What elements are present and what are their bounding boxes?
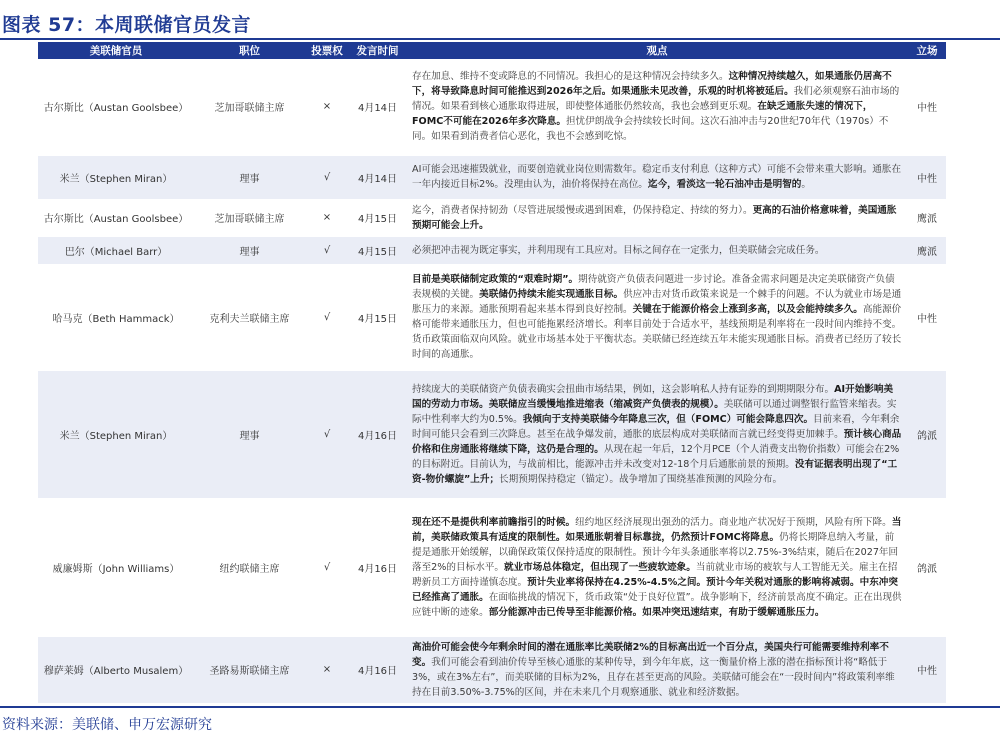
view-highlight: 预计失业率将保持在4.25%-4.5%之间。预计今年关税对通胀的影响将减弱。中东冲突已经推高了通胀。: [412, 576, 898, 603]
view-highlight: 就业市场总体稳定，但出现了一些疲软迹象。: [503, 561, 696, 573]
table-row: [38, 498, 946, 636]
title-bar: [0, 0, 1000, 40]
view-highlight: 关键在于能源价格会上涨到多高，以及会能持续多久。: [632, 304, 863, 315]
date-cell: 4月16日: [349, 498, 406, 636]
view-highlight: 当前，美联储政策具有适度的限制性。如果通胀朝着目标靠拢，仍然预计FOMC将降息。: [412, 516, 902, 543]
date-cell: 4月15日: [349, 264, 406, 370]
header-stance: 立场: [908, 42, 946, 59]
role-cell: 理事: [194, 370, 305, 498]
view-text: 当前就业市场的疲软与人工智能无关。雇主在招聘新员工方面持谨慎态度。: [412, 561, 898, 588]
date-cell: 4月15日: [349, 236, 406, 264]
table-header-row: [38, 42, 946, 59]
role-cell: 圣路易斯联储主席: [194, 636, 305, 703]
view-highlight: 这种情况持续越久，如果通胀仍居高不下，将导致降息时间可能推迟到2026年之后。如果通胀未见改善，乐观的时机将被延后。: [412, 71, 892, 98]
view-text: 美联储可以通过调整银行监管来缩表。实际中性利率大约为0.5%。: [412, 398, 897, 425]
view-text: 我们必须观察石油市场的情况。如果看到核心通胀取得进展，即使整体通胀仍然较高，我也会感到更乐观。: [412, 86, 900, 113]
view-text: 持续庞大的美联储资产负债表确实会扭曲市场结果，例如，这会影响私人持有证券的到期期限分布。: [412, 383, 835, 395]
vote-cell: √: [305, 155, 349, 199]
vote-cell: ×: [305, 199, 349, 236]
view-highlight: 美联储仍持续未能实现通胀目标。: [479, 289, 624, 300]
view-highlight: 没有证据表明出现了“工资-物价螺旋”上升；: [412, 458, 898, 485]
footer-divider: [0, 706, 1000, 708]
view-text: 目前来看，今年剩余时间可能只会看到三次降息。甚至在战争爆发前，通胀的底层构成对美联储而言就已经变得更加棘手。: [412, 413, 900, 440]
view-cell: [406, 155, 908, 199]
view-cell: [406, 498, 908, 636]
official-cell: 古尔斯比（Austan Goolsbee）: [38, 59, 194, 155]
official-cell: 威廉姆斯（John Williams）: [38, 498, 194, 636]
stance-cell: 中性: [908, 155, 946, 199]
header-view: 观点: [406, 42, 908, 59]
view-text: 仍将长期降息纳入考量，前提是通胀开始缓解，以确保政策仅保持适度的限制性。预计今年头条通胀率将以2.75%-3%结束，随后在2027年回落至2%的目标水平。: [412, 531, 899, 573]
view-text: 高能源价格可能带来通胀压力，但也可能拖累经济增长。利率目前处于合适水平，基线预期是利率将在一段时间内维持不变。货币政策面临双向风险。就业市场基本处于平衡状态。美联储已经连续五年未能实现通胀目标。消费者已经历了较长时间的高通胀。: [412, 304, 902, 360]
view-text: 。: [801, 179, 811, 190]
date-cell: 4月16日: [349, 370, 406, 498]
source-note: 资料来源：美联储、申万宏源研究: [2, 717, 212, 733]
date-cell: 4月16日: [349, 636, 406, 703]
view-text: 在面临挑战的情况下，货币政策“处于良好位置”。战争影响下，经济前景高度不确定。正在出现供应链中断的迹象。: [412, 591, 902, 618]
view-highlight: 目前是美联储制定政策的“艰难时期”。: [412, 274, 579, 285]
official-cell: 穆萨莱姆（Alberto Musalem）: [38, 636, 194, 703]
view-cell: [406, 199, 908, 236]
date-cell: 4月14日: [349, 59, 406, 155]
table-row: [38, 636, 946, 703]
header-date: 发言时间: [349, 42, 406, 59]
view-text: 担忧伊朗战争会持续较长时间。这次石油冲击与20世纪70年代（1970s）不同。如果看到消费者信心恶化，我也不会感到吃惊。: [412, 116, 889, 143]
view-text: AI可能会迅速摧毁就业，而要创造就业岗位则需数年。稳定币支付利息（这种方式）可能不会带来重大影响。通胀在一年内接近目标2%。没理由认为，油价将保持在高位。: [412, 164, 902, 190]
view-text: 纽约地区经济展现出强劲的活力。商业地产状况好于预期，风险有所下降。: [575, 516, 892, 528]
view-text: 从现在起一年后，12个月PCE（个人消费支出物价指数）可能会在2%的目标附近。目前认为，与战前相比，能源冲击并未改变对12-18个月后通胀前景的预期。: [412, 443, 900, 470]
header-role: 职位: [194, 42, 305, 59]
role-cell: 理事: [194, 236, 305, 264]
view-highlight: AI开始影响美国的劳动力市场。美联储应当缓慢地推进缩表（缩减资产负债表的规模）。: [412, 383, 894, 410]
vote-cell: √: [305, 236, 349, 264]
view-highlight: 我倾向于支持美联储今年降息三次，但（FOMC）可能会降息四次。: [522, 413, 814, 425]
view-text: 必须把冲击视为既定事实，并利用现有工具应对。目标之间存在一定张力，但美联储会完成任务。: [412, 244, 825, 256]
fed-speeches-table: [38, 42, 946, 704]
table-row: [38, 155, 946, 199]
role-cell: 克利夫兰联储主席: [194, 264, 305, 370]
official-cell: 米兰（Stephen Miran）: [38, 370, 194, 498]
stance-cell: 中性: [908, 636, 946, 703]
role-cell: 芝加哥联储主席: [194, 59, 305, 155]
view-text: 期待就资产负债表问题进一步讨论。准备金需求问题是决定美联储资产负债表规模的关键。: [412, 274, 895, 300]
table-row: [38, 264, 946, 370]
view-highlight: 迄今，看淡这一轮石油冲击是明智的: [647, 179, 802, 190]
view-text: 长期预期保持稳定（锚定）。战争增加了围绕基准预测的风险分布。: [499, 473, 783, 485]
official-cell: 巴尔（Michael Barr）: [38, 236, 194, 264]
view-highlight: 现在还不是提供利率前瞻指引的时候。: [412, 516, 576, 528]
stance-cell: 鹰派: [908, 236, 946, 264]
stance-cell: 中性: [908, 264, 946, 370]
official-cell: 哈马克（Beth Hammack）: [38, 264, 194, 370]
view-highlight: 在缺乏通胀失速的情况下，FOMC不可能在2026年多次降息。: [412, 101, 873, 128]
role-cell: 芝加哥联储主席: [194, 199, 305, 236]
date-cell: 4月15日: [349, 199, 406, 236]
view-highlight: 预计核心商品价格和住房通胀将继续下降，这仍是合理的。: [412, 428, 902, 455]
view-highlight: 高油价可能会使今年剩余时间的潜在通胀率比美联储2%的目标高出近一个百分点，美国央行可能需要维持利率不变。: [412, 641, 889, 668]
table-row: [38, 236, 946, 264]
view-highlight: 更高的石油价格意味着，美国通胀预期可能会上升。: [412, 204, 897, 231]
header-vote: 投票权: [305, 42, 349, 59]
stance-cell: 鸽派: [908, 370, 946, 498]
official-cell: 古尔斯比（Austan Goolsbee）: [38, 199, 194, 236]
view-cell: [406, 59, 908, 155]
view-cell: [406, 264, 908, 370]
view-cell: [406, 636, 908, 703]
vote-cell: ×: [305, 636, 349, 703]
stance-cell: 中性: [908, 59, 946, 155]
vote-cell: √: [305, 498, 349, 636]
view-text: 我们可能会看到油价传导至核心通胀的某种传导，到今年年底，这一衡量价格上涨的潜在指标预计将“略低于3%，或在3%左右”，而美联储的目标为2%，且存在甚至更高的风险。美联储可能会在“一段时间内”将政策利率维持在目前3.50%-3.75%的区间，并在未来几个月观察通胀、就业和经济数据。: [412, 656, 895, 698]
stance-cell: 鸽派: [908, 498, 946, 636]
vote-cell: ×: [305, 59, 349, 155]
view-text: 迄今，消费者保持韧劲（尽管进展缓慢或遇到困难，仍保持稳定、持续的努力）。: [412, 204, 753, 216]
view-text: 供应冲击对货币政策来说是一个棘手的问题。不认为就业市场是通胀压力的来源。通胀预期看起来基本得到良好控制。: [412, 289, 902, 315]
header-official: 美联储官员: [38, 42, 194, 59]
vote-cell: √: [305, 370, 349, 498]
date-cell: 4月14日: [349, 155, 406, 199]
role-cell: 纽约联储主席: [194, 498, 305, 636]
view-cell: [406, 370, 908, 498]
table-row: [38, 370, 946, 498]
view-highlight: 部分能源冲击已传导至非能源价格。如果冲突迅速结束，有助于缓解通胀压力。: [488, 606, 825, 618]
stance-cell: 鹰派: [908, 199, 946, 236]
role-cell: 理事: [194, 155, 305, 199]
official-cell: 米兰（Stephen Miran）: [38, 155, 194, 199]
page-title: 图表 57：本周联储官员发言: [2, 14, 252, 36]
table-row: [38, 59, 946, 155]
view-text: 存在加息、维持不变或降息的不同情况。我担心的是这种情况会持续多久。: [412, 71, 729, 83]
view-cell: [406, 236, 908, 264]
vote-cell: √: [305, 264, 349, 370]
table-row: [38, 199, 946, 236]
